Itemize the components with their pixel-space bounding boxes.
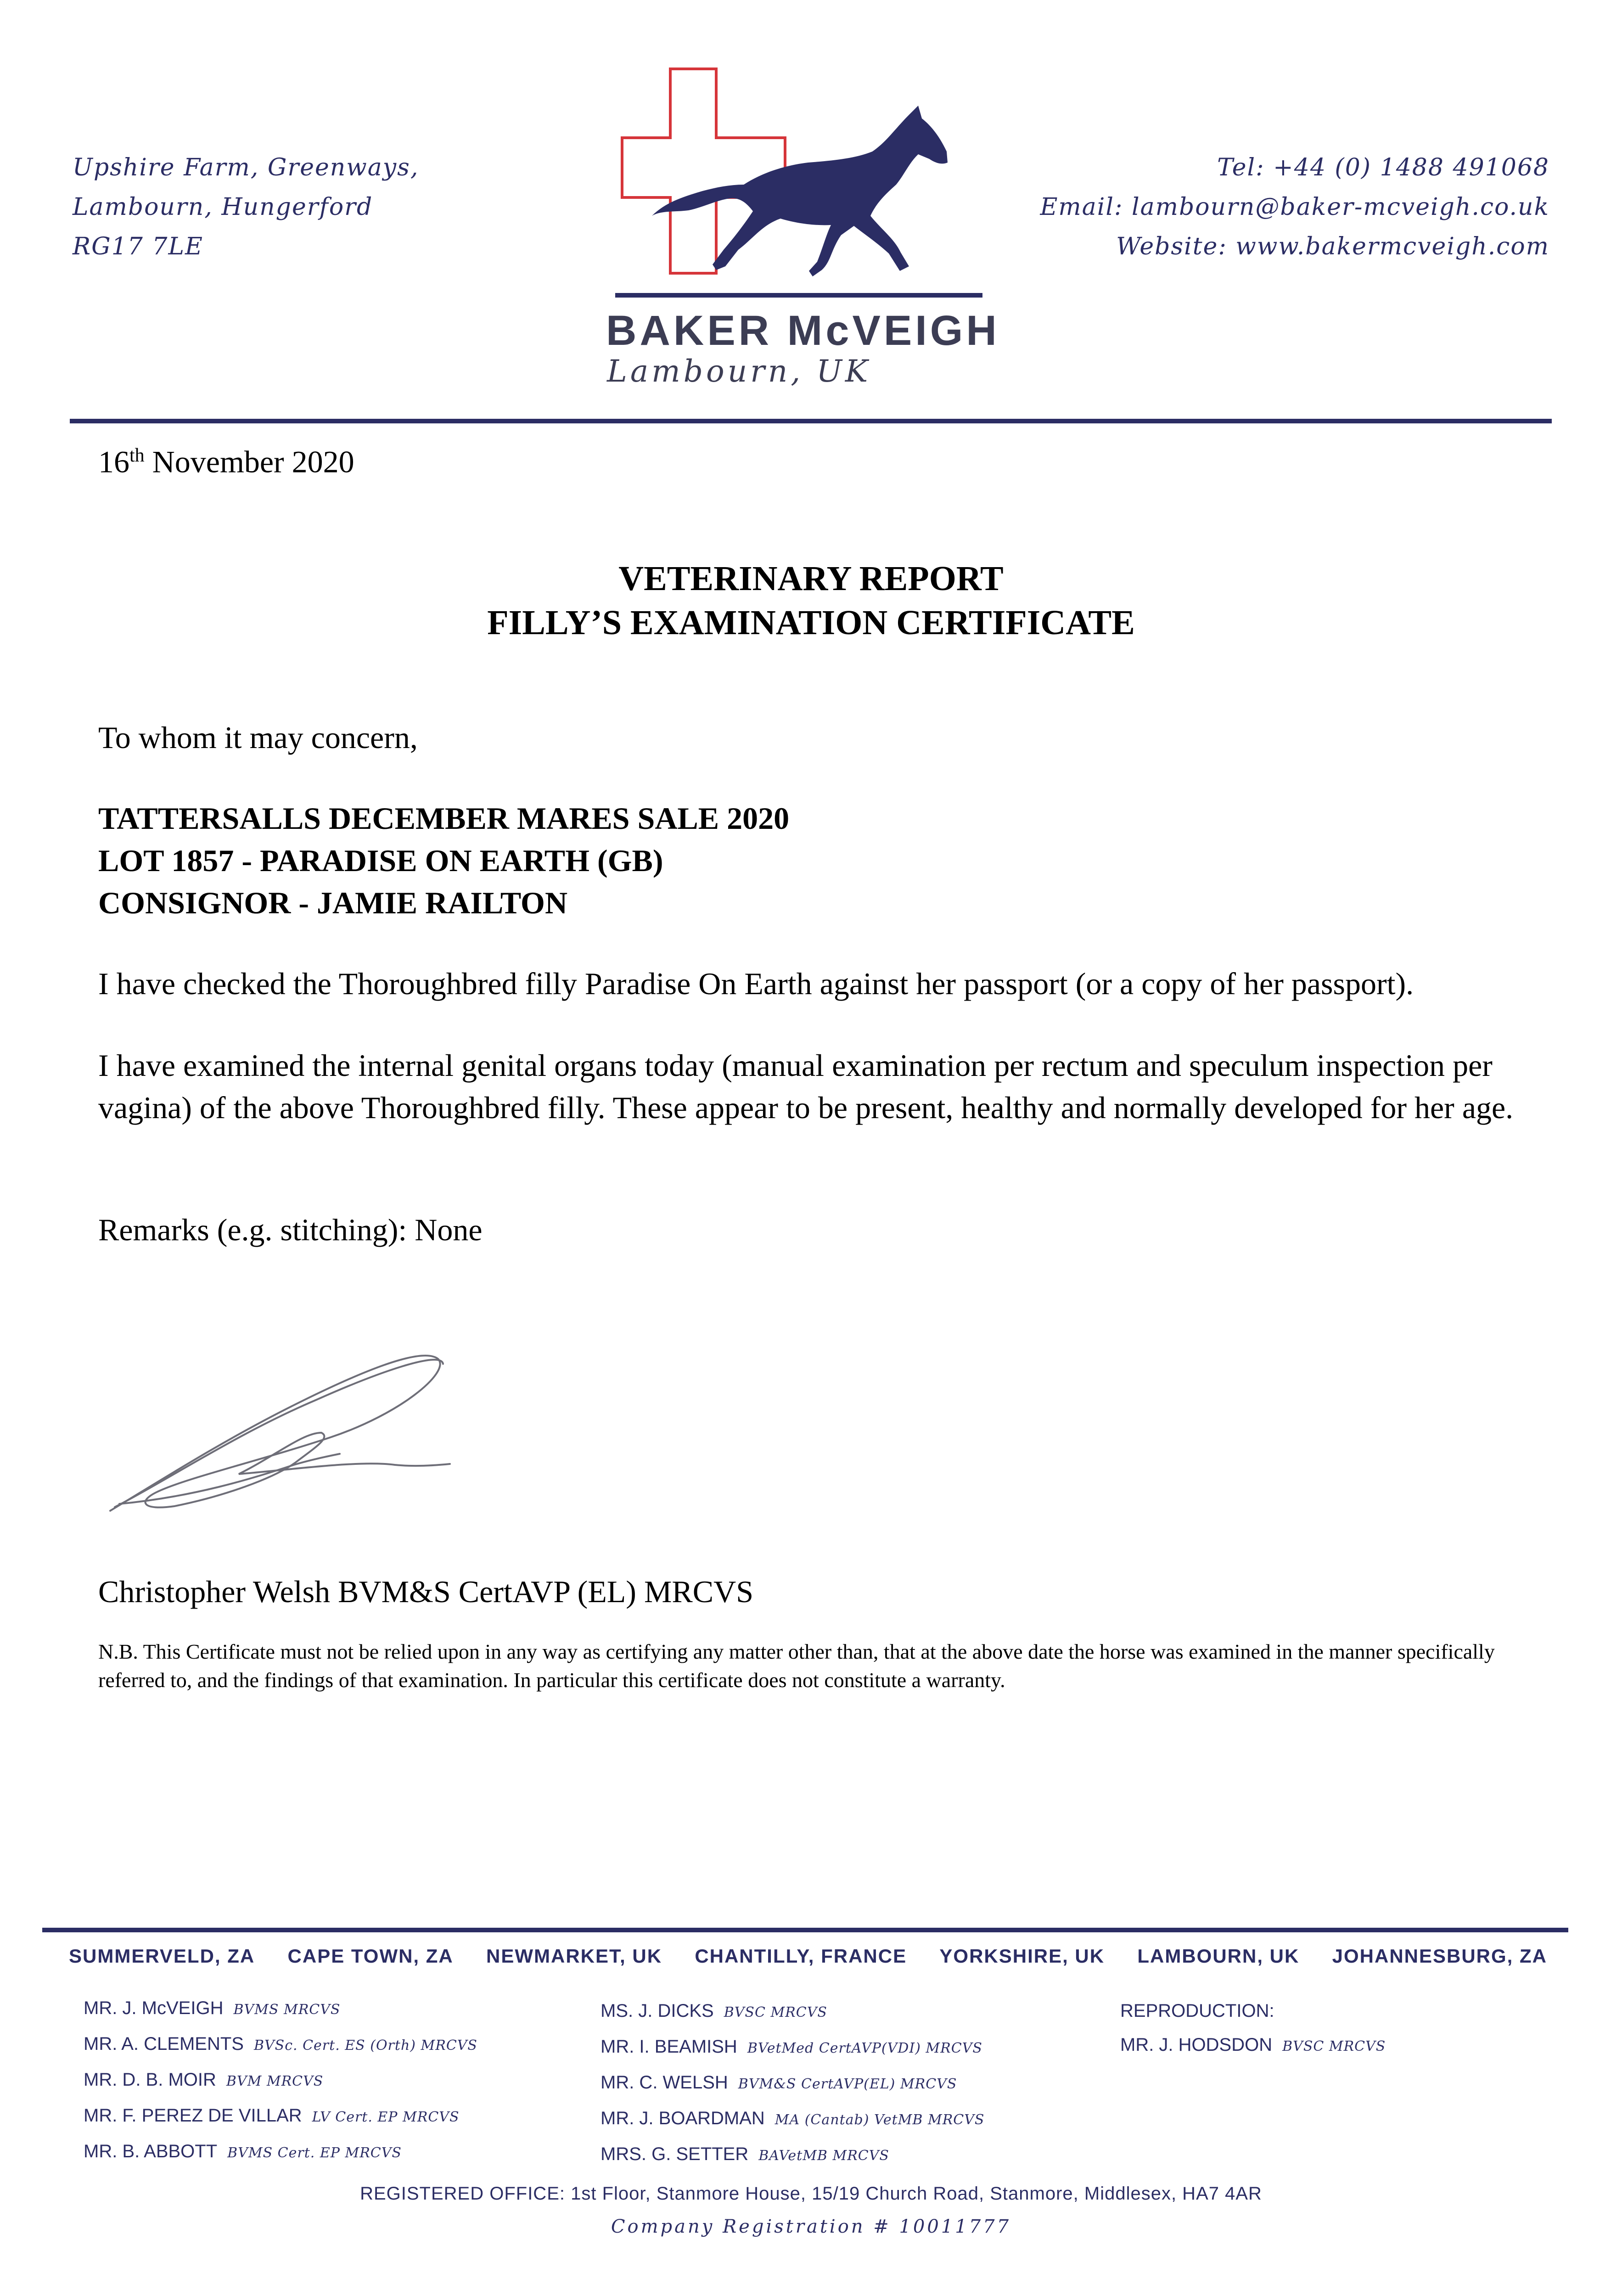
report-title: VETERINARY REPORT xyxy=(618,559,1004,598)
footer-divider xyxy=(42,1928,1568,1932)
address-line: RG17 7LE xyxy=(73,233,203,260)
location-johannesburg: JOHANNESBURG, ZA xyxy=(1332,1945,1547,1967)
certificate-title: FILLY’S EXAMINATION CERTIFICATE xyxy=(487,603,1135,642)
staff-qualification: LV Cert. EP MRCVS xyxy=(312,2109,460,2125)
staff-qualification: BVetMed CertAVP(VDI) MRCVS xyxy=(747,2040,982,2056)
location-cape-town: CAPE TOWN, ZA xyxy=(287,1945,454,1967)
registered-office: REGISTERED OFFICE: 1st Floor, Stanmore House, 15/19 Church Road, Stanmore, Middlesex, HA7 4AR xyxy=(360,2183,1262,2204)
signatory-name: Christopher Welsh BVM&S CertAVP (EL) MRCVS xyxy=(98,1574,754,1609)
staff-name: MRS. G. SETTER xyxy=(601,2144,749,2164)
staff-qualification: BVSc. Cert. ES (Orth) MRCVS xyxy=(253,2037,477,2054)
address-line: Upshire Farm, Greenways, xyxy=(73,154,419,181)
staff-entry xyxy=(601,2101,984,2137)
email-address: Email: lambourn@baker-mcveigh.co.uk xyxy=(1040,193,1549,221)
staff-entry xyxy=(84,2134,477,2170)
phone-number: Tel: +44 (0) 1488 491068 xyxy=(1217,154,1549,181)
brand-name: BAKER McVEIGH xyxy=(606,307,1000,354)
staff-qualification: BAVetMB MRCVS xyxy=(758,2148,889,2164)
consignor-line: CONSIGNOR - JAMIE RAILTON xyxy=(98,885,568,920)
staff-entry xyxy=(601,2137,984,2173)
staff-entry xyxy=(84,2027,477,2063)
staff-entry xyxy=(1120,2028,1386,2064)
staff-name: MR. F. PEREZ DE VILLAR xyxy=(84,2105,302,2126)
staff-qualification: BVMS MRCVS xyxy=(233,2002,341,2018)
staff-entry xyxy=(601,2030,984,2065)
date-suffix: th xyxy=(129,445,145,466)
staff-entry xyxy=(601,1994,984,2030)
salutation: To whom it may concern, xyxy=(98,720,418,755)
staff-name: MR. J. HODSDON xyxy=(1120,2035,1273,2055)
staff-qualification: MA (Cantab) VetMB MRCVS xyxy=(775,2112,985,2128)
lot-line: LOT 1857 - PARADISE ON EARTH (GB) xyxy=(98,843,663,878)
website-address: Website: www.bakermcveigh.com xyxy=(1116,233,1549,260)
passport-check-paragraph: I have checked the Thoroughbred filly Paradise On Earth against her passport (or a copy of her passport). xyxy=(98,966,1414,1001)
staff-name: MR. D. B. MOIR xyxy=(84,2070,216,2090)
reproduction-label: REPRODUCTION: xyxy=(1120,2001,1274,2021)
staff-qualification: BVM MRCVS xyxy=(226,2073,324,2089)
header-divider xyxy=(70,419,1552,423)
address-line: Lambourn, Hungerford xyxy=(73,193,373,221)
location-chantilly: CHANTILLY, FRANCE xyxy=(695,1945,907,1967)
staff-name: MR. B. ABBOTT xyxy=(84,2141,218,2161)
staff-name: MR. J. BOARDMAN xyxy=(601,2108,765,2128)
office-locations xyxy=(69,1945,1547,1967)
staff-qualification: BVSC MRCVS xyxy=(1282,2038,1386,2054)
contact-block xyxy=(1040,148,1549,266)
staff-entry xyxy=(84,2063,477,2099)
staff-name: MR. C. WELSH xyxy=(601,2072,728,2093)
staff-name: MS. J. DICKS xyxy=(601,2001,714,2021)
sale-details xyxy=(98,797,789,924)
staff-qualification: BVMS Cert. EP MRCVS xyxy=(227,2145,402,2161)
staff-qualification: BVM&S CertAVP(EL) MRCVS xyxy=(738,2076,957,2092)
location-yorkshire: YORKSHIRE, UK xyxy=(939,1945,1105,1967)
letter-date xyxy=(98,434,354,483)
staff-entry xyxy=(84,2099,477,2134)
remarks-line: Remarks (e.g. stitching): None xyxy=(98,1212,483,1247)
date-rest: November 2020 xyxy=(144,444,354,479)
staff-entry xyxy=(601,2065,984,2101)
brand-location: Lambourn, UK xyxy=(607,354,871,389)
staff-name: MR. J. McVEIGH xyxy=(84,1998,224,2018)
location-summerveld: SUMMERVELD, ZA xyxy=(69,1945,255,1967)
staff-column-2 xyxy=(601,1994,984,2173)
staff-name: MR. A. CLEMENTS xyxy=(84,2034,244,2054)
staff-column-3 xyxy=(1120,1994,1386,2064)
examination-paragraph: I have examined the internal genital organs today (manual examination per rectum and speculum inspection per vagina) of the above Thoroughbred filly. These appear to be present, healthy and normally developed for her age. xyxy=(98,1048,1514,1125)
staff-name: MR. I. BEAMISH xyxy=(601,2037,737,2057)
disclaimer-note: N.B. This Certificate must not be relied upon in any way as certifying any matter other than, that at the above date the horse was examined in the manner specifically referred to, and the findings of that examination. In particular this certificate does not constitute a warranty. xyxy=(98,1640,1495,1692)
company-registration: Company Registration # 10011777 xyxy=(611,2216,1011,2237)
staff-entry xyxy=(84,1991,477,2027)
location-lambourn: LAMBOURN, UK xyxy=(1137,1945,1300,1967)
signature-image xyxy=(101,1345,468,1520)
staff-qualification: BVSC MRCVS xyxy=(724,2004,827,2020)
sale-name: TATTERSALLS DECEMBER MARES SALE 2020 xyxy=(98,801,790,836)
location-newmarket: NEWMARKET, UK xyxy=(486,1945,662,1967)
date-day: 16 xyxy=(98,444,129,479)
address-block xyxy=(73,148,419,266)
red-cross-galloping-horse-icon xyxy=(615,64,982,321)
staff-column-1 xyxy=(84,1991,477,2170)
